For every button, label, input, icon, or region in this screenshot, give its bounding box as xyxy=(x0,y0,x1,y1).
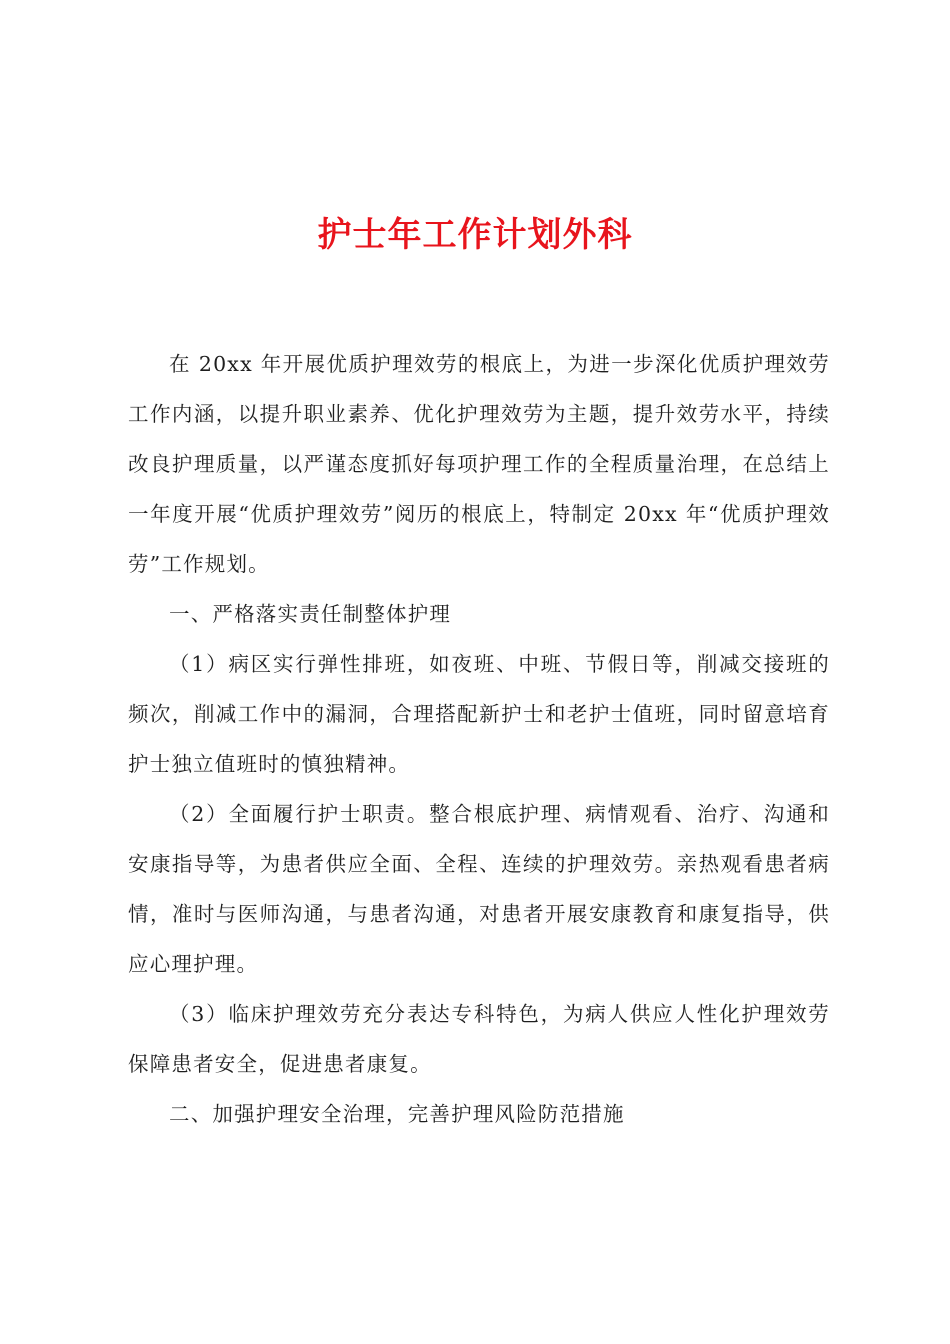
section-heading-1: 一、严格落实责任制整体护理 xyxy=(169,602,452,626)
document-title: 护士年工作计划外科 xyxy=(317,215,633,255)
section-heading-2: 二、加强护理安全治理，完善护理风险防范措施 xyxy=(169,1102,625,1126)
item-paragraph-1: （1）病区实行弹性排班，如夜班、中班、节假日等，削减交接班的频次，削减工作中的漏洞，合理搭配新护士和老护士值班，同时留意培育护士独立值班时的慎独精神。 xyxy=(128,652,830,776)
item-paragraph-2: （2）全面履行护士职责。整合根底护理、病情观看、治疗、沟通和安康指导等，为患者供应全面、全程、连续的护理效劳。亲热观看患者病情，准时与医师沟通，与患者沟通，对患者开展安康教育和康复指导，供应心理护理。 xyxy=(128,802,830,976)
document-body xyxy=(128,339,830,1139)
intro-paragraph: 在 20xx 年开展优质护理效劳的根底上，为进一步深化优质护理效劳工作内涵，以提升职业素养、优化护理效劳为主题，提升效劳水平，持续改良护理质量，以严谨态度抓好每项护理工作的全程质量治理，在总结上一年度开展“优质护理效劳”阅历的根底上，特制定 20xx 年“优质护理效劳”工作规划。 xyxy=(128,352,830,576)
item-paragraph-3: （3）临床护理效劳充分表达专科特色，为病人供应人性化护理效劳保障患者安全，促进患者康复。 xyxy=(128,1002,830,1076)
